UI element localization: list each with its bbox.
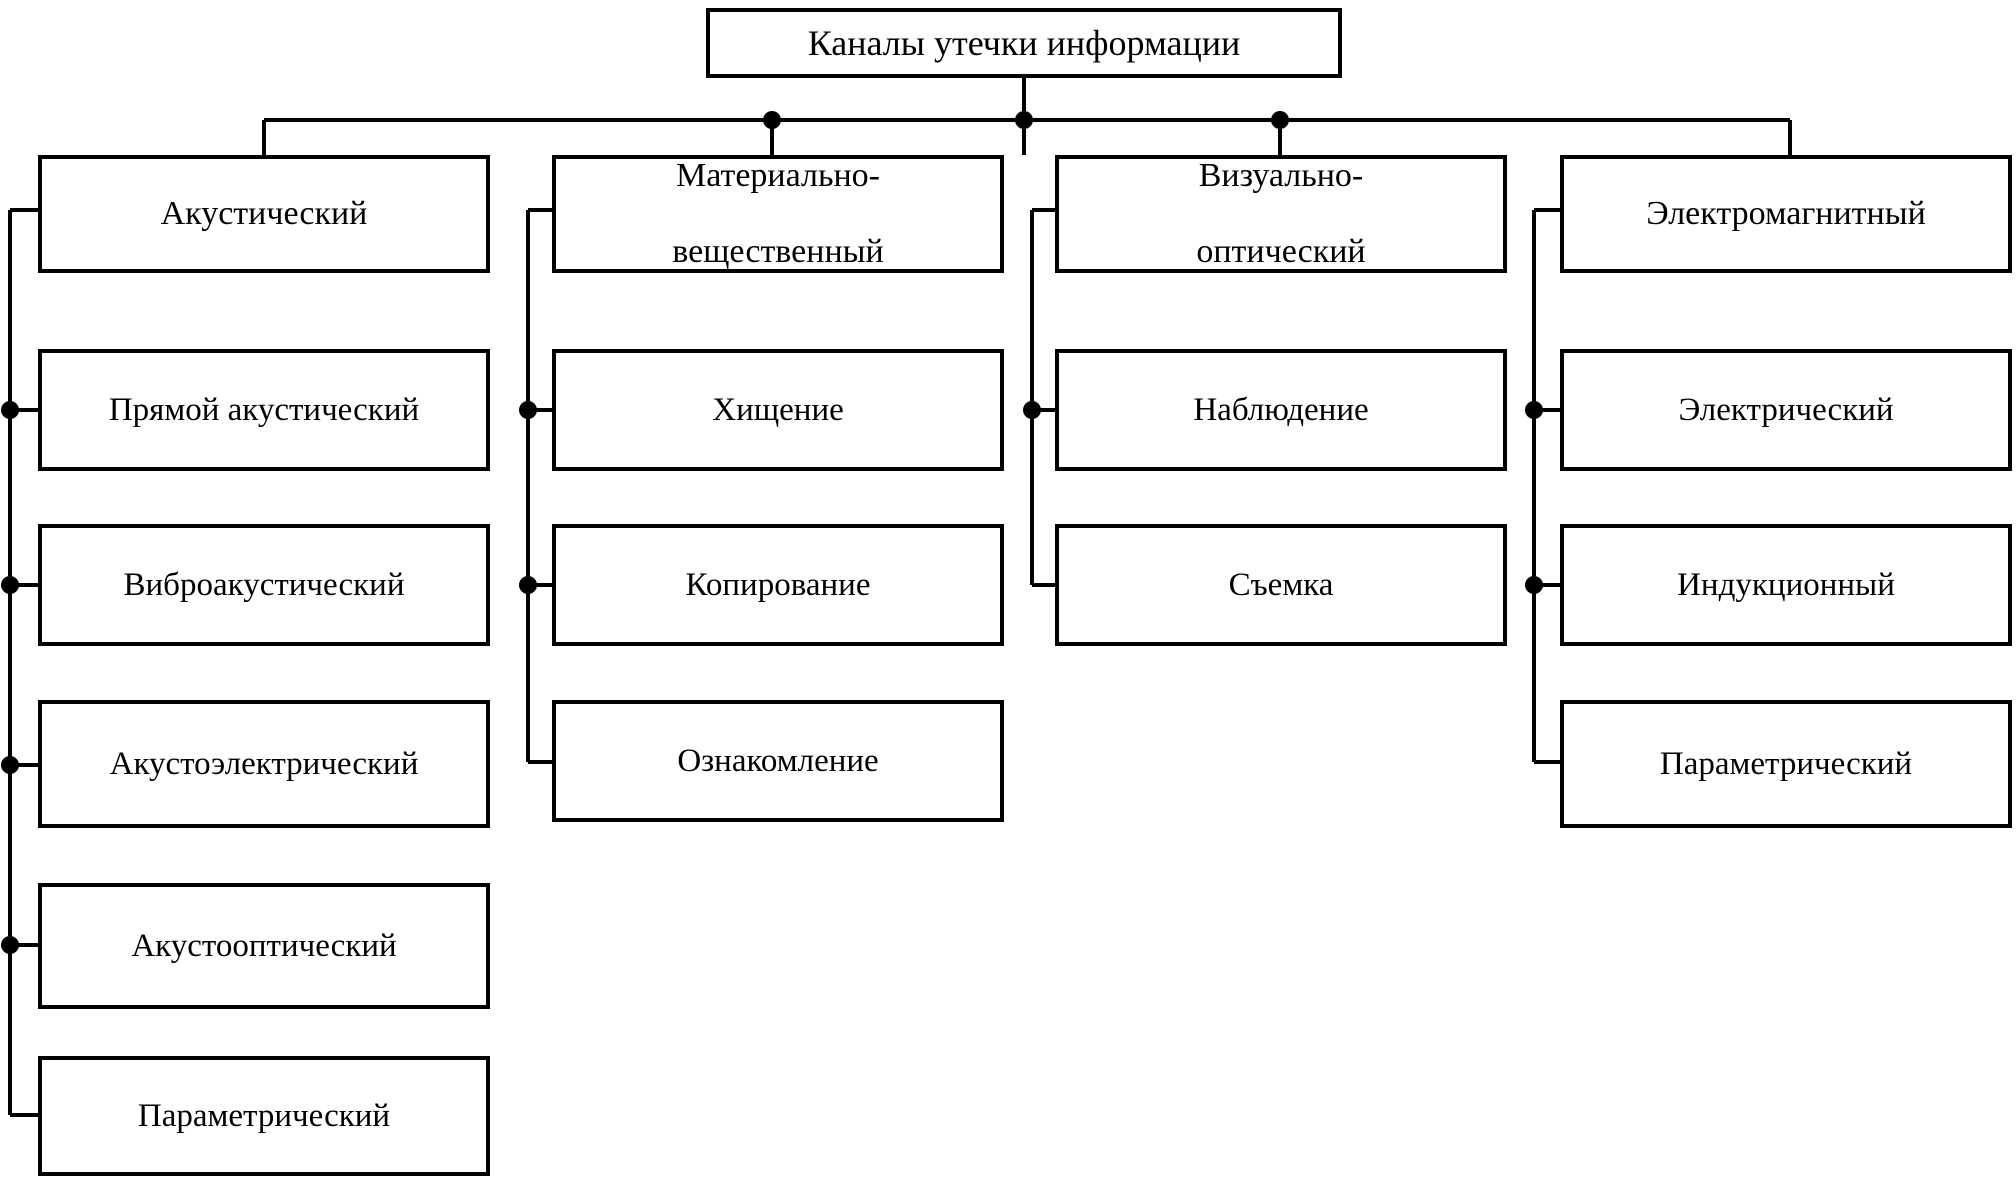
node-material-theft-label: Хищение — [712, 391, 844, 428]
node-visual-observation-label: Наблюдение — [1193, 391, 1369, 428]
node-root[interactable] — [706, 8, 1342, 78]
node-branch-material[interactable] — [552, 155, 1004, 273]
node-branch-acoustic[interactable] — [38, 155, 490, 273]
node-branch-electromagnetic[interactable] — [1560, 155, 2012, 273]
node-acoustic-optic-label: Акустооптический — [131, 927, 397, 964]
node-acoustic-vibro[interactable] — [38, 524, 490, 646]
node-material-familiarization-label: Ознакомление — [677, 742, 879, 779]
node-em-induction[interactable] — [1560, 524, 2012, 646]
node-em-induction-label: Индукционный — [1677, 566, 1895, 603]
node-visual-observation[interactable] — [1055, 349, 1507, 471]
node-acoustic-parametric-label: Параметрический — [137, 1097, 391, 1134]
node-root-label: Каналы утечки информации — [807, 22, 1241, 63]
node-em-electric[interactable] — [1560, 349, 2012, 471]
node-acoustic-electric-label: Акустоэлектрический — [109, 745, 419, 782]
node-em-electric-label: Электрический — [1678, 391, 1894, 428]
node-branch-visual[interactable] — [1055, 155, 1507, 273]
node-acoustic-parametric[interactable] — [38, 1056, 490, 1176]
node-material-copy-label: Копирование — [685, 566, 871, 603]
node-acoustic-electric[interactable] — [38, 700, 490, 828]
node-acoustic-vibro-label: Виброакустический — [123, 566, 405, 603]
node-em-parametric[interactable] — [1560, 700, 2012, 828]
node-branch-material-label-line2: вещественный — [672, 233, 884, 271]
node-acoustic-direct[interactable] — [38, 349, 490, 471]
node-em-parametric-label: Параметрический — [1659, 745, 1913, 782]
node-branch-visual-label-line2: оптический — [1196, 233, 1366, 271]
node-branch-visual-label-line1: Визуально- — [1198, 156, 1364, 194]
node-branch-electromagnetic-label: Электромагнитный — [1646, 194, 1926, 232]
node-material-theft[interactable] — [552, 349, 1004, 471]
node-material-copy[interactable] — [552, 524, 1004, 646]
node-visual-shooting-label: Съемка — [1228, 566, 1334, 603]
node-branch-material-label-line1: Материально- — [676, 156, 880, 194]
node-visual-shooting[interactable] — [1055, 524, 1507, 646]
node-branch-acoustic-label: Акустический — [160, 194, 368, 232]
node-branch-material-label — [562, 157, 994, 271]
node-acoustic-optic[interactable] — [38, 883, 490, 1009]
node-acoustic-direct-label: Прямой акустический — [108, 391, 420, 428]
node-branch-visual-label — [1065, 157, 1497, 271]
node-material-familiarization[interactable] — [552, 700, 1004, 822]
